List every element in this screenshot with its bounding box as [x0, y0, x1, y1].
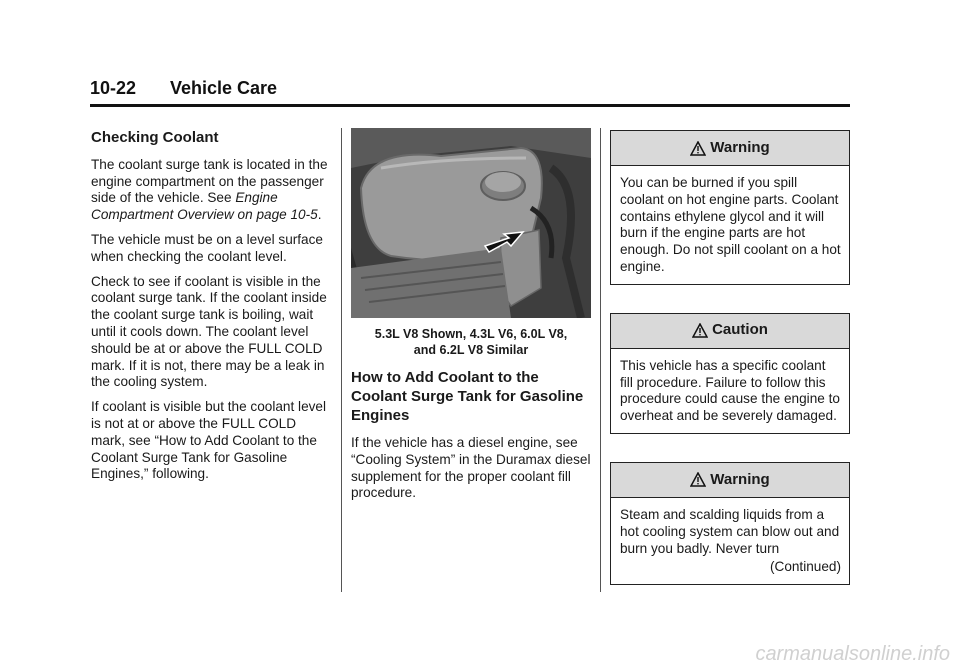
page-number: 10-22 — [90, 78, 137, 98]
page-header — [90, 78, 850, 99]
notice-body — [611, 498, 849, 584]
checking-coolant-heading: Checking Coolant — [91, 129, 219, 146]
header-rule — [90, 104, 850, 107]
warning-triangle-icon — [690, 472, 706, 487]
paragraph — [91, 157, 331, 224]
paragraph: If the vehicle has a diesel engine, see “Cooling System” in the Duramax diesel supplement for the proper coolant fill procedure. — [351, 435, 591, 501]
paragraph: The vehicle must be on a level surface when checking the coolant level. — [91, 231, 323, 264]
column-divider — [600, 128, 601, 592]
coolant-surge-tank-photo — [351, 128, 591, 318]
paragraph-text: The coolant surge tank is located in the engine compartment on the passenger side of the vehicle. See — [91, 156, 328, 206]
notice-text: Steam and scalding liquids from a hot cooling system can blow out and burn you badly. Never turn — [620, 506, 840, 556]
notice-body: You can be burned if you spill coolant on hot engine parts. Coolant contains ethylene glycol and it will burn if the engine parts are hot enough. Do not spill coolant on a hot engine. — [620, 175, 841, 274]
warning-triangle-icon — [690, 141, 706, 156]
notice-header — [611, 314, 849, 349]
column-1 — [91, 128, 331, 491]
caption-line: and 6.2L V8 Similar — [413, 343, 529, 357]
notice-title: Warning — [710, 470, 770, 488]
caution-box — [610, 313, 850, 434]
cross-reference-link[interactable]: Engine Compartment Overview on page 10-5 — [91, 190, 318, 223]
notice-title: Warning — [710, 138, 770, 156]
figure-caption — [351, 326, 591, 358]
watermark: carmanualsonline.info — [755, 643, 950, 665]
paragraph: Check to see if coolant is visible in the coolant surge tank. If the coolant inside the coolant surge tank is boiling, wait until it cools down. The coolant level should be at or above the FULL COLD mark. If it is not, there may be a leak in the cooling system. — [91, 273, 327, 390]
column-divider — [341, 128, 342, 592]
notice-header — [611, 131, 849, 166]
add-coolant-heading: How to Add Coolant to the Coolant Surge Tank for Gasoline Engines — [351, 369, 584, 424]
notice-title: Caution — [712, 321, 768, 339]
paragraph-text: . — [317, 207, 322, 223]
caption-line: 5.3L V8 Shown, 4.3L V6, 6.0L V8, — [374, 327, 568, 341]
paragraph: If coolant is visible but the coolant level is not at or above the FULL COLD mark, see “How to Add Coolant to the Coolant Surge Tank for Gasoline Engines,” following. — [91, 399, 327, 482]
notice-body: This vehicle has a specific coolant fill procedure. Failure to follow this procedure could cause the engine to overheat and be severely damaged. — [620, 357, 840, 424]
engine-bay-illustration — [351, 128, 591, 318]
notice-header — [611, 463, 849, 498]
column-2 — [351, 128, 591, 510]
warning-box — [610, 462, 850, 585]
warning-box — [610, 130, 850, 285]
continued-label: (Continued) — [769, 559, 841, 575]
column-3 — [610, 130, 850, 585]
section-title: Vehicle Care — [170, 78, 278, 98]
warning-triangle-icon — [692, 323, 708, 338]
